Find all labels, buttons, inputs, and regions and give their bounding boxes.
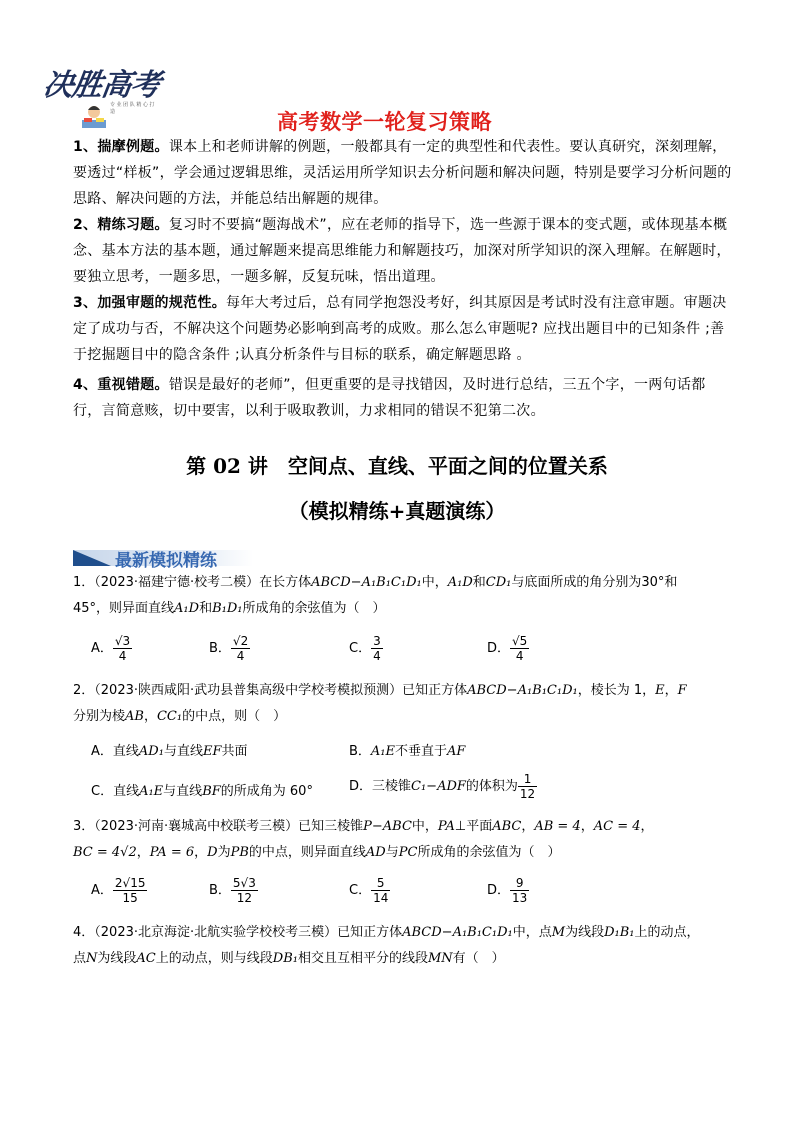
q3-text: 与 bbox=[385, 845, 399, 860]
math-expr: F bbox=[677, 683, 687, 698]
option-text: 的体积为 bbox=[465, 779, 518, 794]
q3-option-a[interactable] bbox=[91, 876, 147, 905]
math-expr: PA = 6 bbox=[149, 845, 195, 860]
fraction-denominator: 4 bbox=[515, 649, 524, 663]
q3-text: ， bbox=[136, 845, 150, 860]
q4-stem: 4．（2023·北京海淀·北航实验学校校考三模）已知正方体 bbox=[73, 925, 403, 940]
strategy-4 bbox=[73, 372, 733, 424]
strategy-body: 每年大考过后，总有同学抱怨没考好，纠其原因是考试时没有注意审题。审题决定了成功与否，不解决这个问题势必影响到高考的成败。那么怎么审题呢? 应找出题目中的已知条件 ;善于挖掘题目中的隐含条件 ;认真分析条件与目标的联系，确定解题思路 。 bbox=[73, 295, 727, 363]
fraction-numerator: 2√15 bbox=[114, 876, 146, 890]
math-expr: B₁D₁ bbox=[212, 601, 243, 616]
math-expr: AD₁ bbox=[138, 744, 164, 759]
q1-option-b[interactable] bbox=[209, 634, 250, 663]
q2-text: ， bbox=[143, 709, 157, 724]
fraction-numerator: 9 bbox=[510, 876, 529, 891]
fraction-numerator: 5 bbox=[371, 876, 390, 891]
fraction-numerator: √3 bbox=[114, 634, 131, 648]
math-expr: AB = 4 bbox=[534, 819, 581, 834]
math-expr: CD₁ bbox=[485, 575, 512, 590]
math-expr: AB bbox=[125, 709, 144, 724]
q4-text: 上的动点，则与线段 bbox=[155, 951, 273, 966]
brand-logo bbox=[41, 58, 172, 134]
lecture-subtitle: （模拟精练+真题演练） bbox=[288, 499, 506, 523]
math-expr: D₁B₁ bbox=[604, 925, 635, 940]
question-1 bbox=[73, 570, 743, 622]
math-expr: BF bbox=[202, 784, 221, 799]
option-label: D． bbox=[487, 641, 511, 656]
student-illustration-icon bbox=[80, 100, 108, 130]
option-fraction bbox=[113, 634, 132, 663]
q3-stem: 3．（2023·河南·襄城高中校联考三模）已知三棱锥 bbox=[73, 819, 364, 834]
fraction-denominator: 4 bbox=[236, 649, 245, 663]
q4-text: 为线段 bbox=[97, 951, 137, 966]
q1-text: 和 bbox=[199, 601, 213, 616]
fraction-numerator: √2 bbox=[232, 634, 249, 648]
math-expr: AD bbox=[365, 845, 386, 860]
q4-text: 相交且互相平分的线段 bbox=[297, 951, 428, 966]
math-expr: AC bbox=[136, 951, 156, 966]
q1-text: 与底面所成的角分别为30°和 bbox=[511, 575, 678, 590]
option-fraction bbox=[113, 876, 148, 905]
q3-text: 为 bbox=[217, 845, 231, 860]
q2-option-a[interactable] bbox=[91, 740, 247, 759]
q1-option-c[interactable] bbox=[349, 634, 383, 663]
fraction-numerator: √5 bbox=[512, 634, 528, 648]
option-text: 的所成角为 60° bbox=[220, 784, 313, 799]
option-text: D．三棱锥 bbox=[349, 779, 412, 794]
q1-option-d[interactable] bbox=[487, 634, 529, 663]
fraction-denominator: 12 bbox=[519, 787, 536, 801]
q2-text: 分别为棱 bbox=[73, 709, 126, 724]
logo-subtitle: 专 业 团 队 精 心 打 造 bbox=[110, 102, 155, 115]
option-fraction bbox=[510, 634, 529, 663]
option-label: A． bbox=[91, 641, 113, 656]
q3-option-c[interactable] bbox=[349, 876, 390, 905]
option-label: B． bbox=[209, 641, 231, 656]
section-header bbox=[73, 546, 733, 571]
option-fraction bbox=[231, 634, 250, 663]
option-label: A． bbox=[91, 883, 113, 898]
math-expr: EF bbox=[202, 744, 222, 759]
fraction-numerator: 5√3 bbox=[232, 876, 256, 890]
strategy-2 bbox=[73, 212, 733, 290]
q3-option-b[interactable] bbox=[209, 876, 258, 905]
q3-text: 的中点，则异面直线 bbox=[248, 845, 366, 860]
strategy-body: 错误是最好的老师”，但更重要的是寻找错因，及时进行总结，三五个字，一两句话都行，言简意赅，切中要害，以利于吸取教训，力求相同的错误不犯第二次。 bbox=[73, 377, 706, 419]
option-text: 不垂直于 bbox=[395, 744, 448, 759]
q4-text: 中，点 bbox=[512, 925, 552, 940]
q1-text: 和 bbox=[472, 575, 486, 590]
q4-text: 有（ ） bbox=[452, 951, 505, 966]
math-expr: CC₁ bbox=[156, 709, 183, 724]
math-expr: DB₁ bbox=[272, 951, 298, 966]
math-expr: D bbox=[207, 845, 218, 860]
logo-text: 决胜高考 bbox=[41, 68, 162, 103]
q2-option-b[interactable] bbox=[349, 740, 465, 759]
fraction-numerator: 3 bbox=[373, 634, 381, 648]
option-text: C．直线 bbox=[91, 784, 140, 799]
math-expr: ABC bbox=[492, 819, 522, 834]
math-expr: C₁−ADF bbox=[411, 779, 466, 794]
option-fraction bbox=[371, 634, 383, 663]
fraction-denominator: 12 bbox=[236, 891, 253, 905]
math-expr: A₁E bbox=[370, 744, 396, 759]
math-expr: E bbox=[655, 683, 665, 698]
option-label: D． bbox=[487, 883, 511, 898]
math-expr: A₁E bbox=[139, 784, 164, 799]
strategy-body: 复习时不要搞“题海战术”，应在老师的指导下，选一些源于课本的变式题，或体现基本概念、基本方法的基本题，通过解题来提高思维能力和解题技巧，加深对所学知识的深入理解。在解题时，要独立思考，一题多思，一题多解，反复玩味，悟出道理。 bbox=[73, 217, 731, 285]
strategy-heading: 1、揣摩例题。 bbox=[73, 139, 169, 155]
fraction-denominator: 4 bbox=[118, 649, 127, 663]
q1-text: 中， bbox=[421, 575, 448, 590]
math-expr: A₁D bbox=[174, 601, 200, 616]
strategy-heading: 3、加强审题的规范性。 bbox=[73, 295, 227, 311]
fraction-denominator: 4 bbox=[373, 649, 381, 663]
option-text: A．直线 bbox=[91, 744, 139, 759]
q2-text: 的中点，则（ ） bbox=[182, 709, 287, 724]
q1-option-a[interactable] bbox=[91, 634, 132, 663]
strategy-body: 课本上和老师讲解的例题，一般都具有一定的典型性和代表性。要认真研究，深刻理解，要透过“样板”，学会通过逻辑思维，灵活运用所学知识去分析问题和解决问题，特别是要学习分析问题的思路、解决问题的方法，并能总结出解题的规律。 bbox=[73, 139, 732, 207]
fraction-denominator: 15 bbox=[122, 891, 138, 905]
math-expr: PA bbox=[437, 819, 455, 834]
option-fraction bbox=[518, 772, 537, 801]
q3-text: 中， bbox=[411, 819, 438, 834]
fraction-denominator: 13 bbox=[512, 891, 528, 905]
math-expr: AC = 4 bbox=[593, 819, 641, 834]
q2-text: ，棱长为 1， bbox=[577, 683, 656, 698]
option-label: C． bbox=[349, 641, 372, 656]
math-expr: A₁D bbox=[447, 575, 473, 590]
q1-text: 所成角的余弦值为（ ） bbox=[242, 601, 386, 616]
math-expr: AF bbox=[447, 744, 466, 759]
option-text: 共面 bbox=[221, 744, 248, 759]
q2-option-c[interactable] bbox=[91, 780, 313, 799]
q2-stem: 2．（2023·陕西咸阳·武功县普集高级中学校考模拟预测）已知正方体 bbox=[73, 683, 468, 698]
q3-option-d[interactable] bbox=[487, 876, 529, 905]
math-expr: MN bbox=[427, 951, 453, 966]
q4-text: 点 bbox=[73, 951, 87, 966]
math-expr: M bbox=[551, 925, 566, 940]
math-expr: N bbox=[86, 951, 98, 966]
q1-stem: 1．（2023·福建宁德·校考二模）在长方体 bbox=[73, 575, 312, 590]
math-expr: PC bbox=[398, 845, 418, 860]
option-fraction bbox=[510, 876, 529, 905]
math-expr: P−ABC bbox=[363, 819, 412, 834]
math-expr: PB bbox=[230, 845, 249, 860]
option-fraction bbox=[371, 876, 390, 905]
q3-text: ， bbox=[194, 845, 208, 860]
q1-text: 45°，则异面直线 bbox=[73, 601, 175, 616]
strategy-3 bbox=[73, 290, 733, 368]
question-2: 2．（2023·陕西咸阳·武功县普集高级中学校考模拟预测）已知正方体ABCD−A₁B₁C₁D₁，棱长为 1，E，F 分别为棱AB，CC₁的中点，则（ ） bbox=[73, 683, 687, 724]
fraction-denominator: 14 bbox=[373, 891, 389, 905]
option-fraction bbox=[231, 876, 258, 905]
option-text: B． bbox=[349, 744, 371, 759]
option-label: B． bbox=[209, 883, 231, 898]
q4-text: 为线段 bbox=[565, 925, 605, 940]
fraction-numerator: 1 bbox=[518, 772, 537, 787]
math-expr: BC = 4√2 bbox=[73, 845, 137, 860]
section-marker bbox=[73, 550, 111, 566]
page-title: 高考数学一轮复习策略 bbox=[277, 110, 492, 134]
option-label: C． bbox=[349, 883, 372, 898]
q3-text: ， bbox=[521, 819, 535, 834]
math-expr: ABCD−A₁B₁C₁D₁ bbox=[467, 683, 578, 698]
q3-text: 所成角的余弦值为（ ） bbox=[417, 845, 561, 860]
strategy-1 bbox=[73, 134, 733, 212]
option-text: 与直线 bbox=[163, 784, 203, 799]
question-4 bbox=[73, 920, 743, 972]
q4-text: 上的动点， bbox=[634, 925, 700, 940]
option-text: 与直线 bbox=[163, 744, 203, 759]
question-3: 3．（2023·河南·襄城高中校联考三模）已知三棱锥P−ABC中，PA⊥平面ABC，AB = 4，AC = 4， BC = 4√2，PA = 6，D为PB的中点，则异面直线AD与PC所成角的余弦值为（ ） bbox=[73, 819, 654, 860]
strategy-heading: 4、重视错题。 bbox=[73, 377, 169, 393]
strategy-heading: 2、精练习题。 bbox=[73, 217, 169, 233]
section-label: 最新模拟精练 bbox=[115, 551, 217, 571]
q3-text: ⊥平面 bbox=[454, 819, 493, 834]
math-expr: ABCD−A₁B₁C₁D₁ bbox=[311, 575, 422, 590]
lecture-title: 第 02 讲 空间点、直线、平面之间的位置关系 bbox=[186, 454, 608, 478]
q2-option-d[interactable] bbox=[349, 772, 537, 801]
math-expr: ABCD−A₁B₁C₁D₁ bbox=[402, 925, 513, 940]
